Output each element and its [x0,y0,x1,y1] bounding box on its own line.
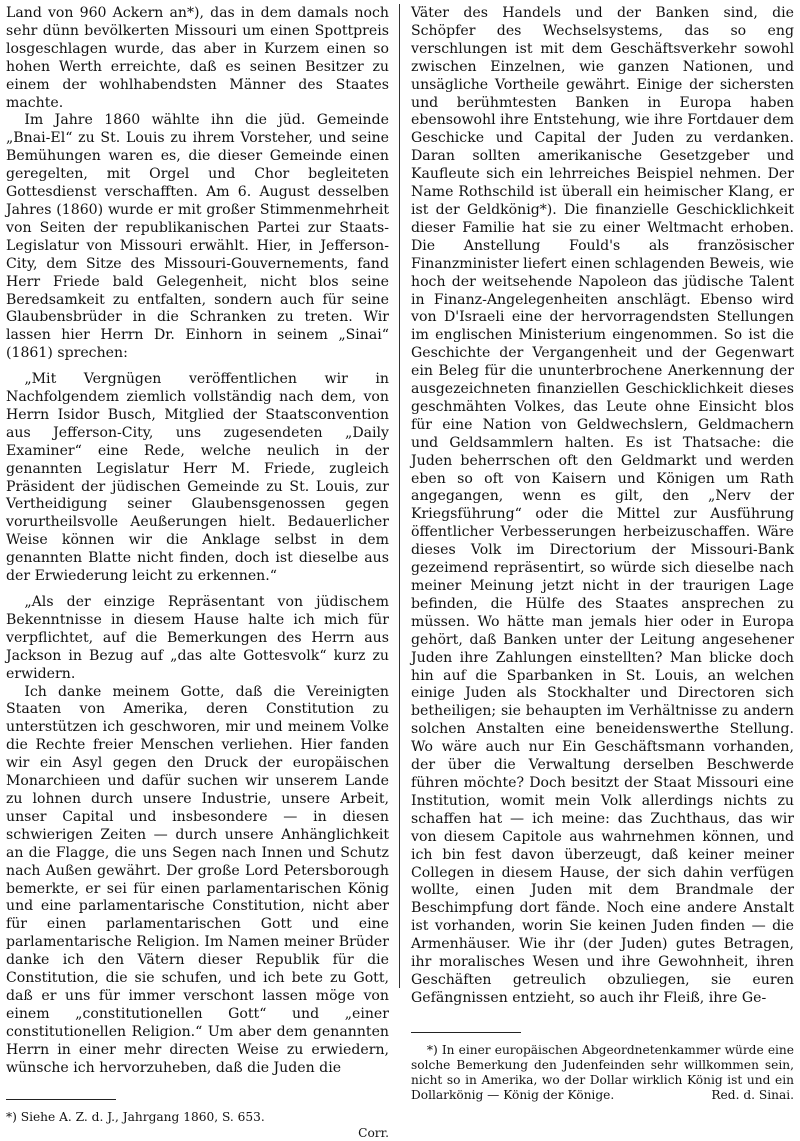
right-column [411,5,794,1103]
paragraph: Ich danke meinem Gotte, daß die Vereinigten Staaten von Amerika, deren Constitution zu unterstützen ich geschworen, mir und meinem Volke die Rechte freier Menschen verliehen. Hier fanden wir ein Asyl gegen den Druck der europäischen Monarchieen und dafür suchen wir unserem Lande zu lohnen durch unsere Industrie, unsere Arbeit, unser Capital und insbesondere — in diesen schwierigen Zeiten — durch unsere Anhänglichkeit an die Flagge, die uns Segen nach Innen und Schutz nach Außen gewährt. Der große Lord Petersborough bemerkte, er sei für einen parlamentarischen König und eine parlamentarische Constitution, nicht aber für einen parlamentarischen Gott und eine parlamentarische Religion. Im Namen meiner Brüder danke ich den Vätern dieser Republik für die Constitution, die sie schufen, und ich bete zu Gott, daß er uns für immer verschont lassen möge von einem „constitutionellen Gott“ und „einer constitutionellen Religion.“ Um aber dem genannten Herrn in einer mehr directen Weise zu erwiedern, wünsche ich hervorzuheben, daß die Juden die [6,683,389,1076]
footnote-divider [6,1099,116,1100]
footnote-text: *) Siehe A. Z. d. J., Jahrgang 1860, S. 653. [6,1110,265,1125]
quote-paragraph: „Als der einzige Repräsentant von jüdischem Bekenntnisse in diesem Hause halte ich mich für verpflichtet, auf die Bemerkungen des Herrn aus Jackson in Bezug auf „das alte Gottesvolk“ kurz zu erwidern. [6,594,389,682]
column-divider [399,4,400,988]
quote-paragraph: „Mit Vergnügen veröffentlichen wir in Nachfolgendem ziemlich vollständig nach dem, von Herrn Isidor Busch, Mitglied der Staatsconvention aus Jefferson-City, uns zugesendeten „Daily Examiner“ eine Rede, welche neulich in der genannten Legislatur Herr M. Friede, zugleich Präsident der jüdischen Gemeinde zu St. Louis, zur Vertheidigung seiner Glaubensgenossen gegen vorurtheilsvolle Aeußerungen hielt. Bedauerlicher Weise können wir die Anklage selbst in dem genannten Blatte nicht finden, doch ist dieselbe aus der Erwiederung leicht zu erkennen.“ [6,371,389,585]
footnote [411,1043,794,1104]
footnote-text: *) In einer europäischen Abgeordnetenkammer würde eine solche Bemerkung den Judenfeinden sehr willkommen sein, nicht so in Amerika, wo der Dollar wirklich König ist und ein Dollarkönig — König der Könige. [411,1042,794,1103]
paragraph: Im Jahre 1860 wählte ihn die jüd. Gemeinde „Bnai-El“ zu St. Louis zu ihrem Vorsteher, und seine Bemühungen waren es, die dieser Gemeinde einen geregelten, mit Orgel und Chor begleiteten Gottesdienst verschafften. Am 6. August desselben Jahres (1860) wurde er mit großer Stimmenmehrheit von Seiten der republikanischen Partei zur Staats-Legislatur von Missouri erwählt. Hier, in Jefferson-City, dem Sitze des Missouri-Gouvernements, fand Herr Friede bald Gelegenheit, nicht blos seine Beredsamkeit zu entfalten, sondern auch für seine Glaubensbrüder in die Schranken zu treten. Wir lassen hier Herrn Dr. Einhorn in seinem „Sinai“ (1861) sprechen: [6,112,389,362]
footnote-divider [411,1032,521,1033]
footnote-signature: Corr. [358,1125,389,1140]
footnote [6,1110,389,1140]
paragraph: Land von 960 Ackern an*), das in dem damals noch sehr dünn bevölkerten Missouri um einen Spottpreis losgeschlagen wurde, das aber in Kurzem einen so hohen Werth erreichte, daß es seinen Besitzer zu einem der wohlhabendsten Männer des Staates machte. [6,5,389,111]
paragraph: Väter des Handels und der Banken sind, die Schöpfer des Wechselsystems, das so eng verschlungen ist mit dem Geschäftsverkehr sowohl zwischen Einzelnen, wie ganzen Nationen, und unsägliche Vortheile gewährt. Einige der sichersten und berühmtesten Banken in Europa haben ebensowohl ihre Entstehung, wie ihre Fortdauer dem Geschicke und Capital der Juden zu verdanken. Daran sollten amerikanische Gesetzgeber und Kaufleute sich ein lehrreiches Beispiel nehmen. Der Name Rothschild ist überall ein heimischer Klang, er ist der Geldkönig*). Die finanzielle Geschicklichkeit dieser Familie hat sie zu einer Weltmacht erhoben. Die Anstellung Fould's als französischer Finanzminister liefert einen schlagenden Beweis, wie hoch der weitsehende Napoleon das jüdische Talent in Finanz-Angelegenheiten anschlägt. Ebenso wird von D'Israeli eine der hervorragendsten Stellungen im englischen Ministerium eingenommen. So ist die Geschichte der Vergangenheit und der Gegenwart ein Beleg für die ununterbrochene Anerkennung der ausgezeichneten finanziellen Geschicklichkeit dieses geschmähten Volkes, das Leute ohne Einsicht blos für eine Nation von Geldwechslern, Geldmachern und Geldsammlern halten. Es ist Thatsache: die Juden beherrschen oft den Geldmarkt und werden eben so oft von Kaisern und Königen um Rath angegangen, wenn es gilt, den „Nerv der Kriegsführung“ oder die Mittel zur Ausführung öffentlicher Verbesserungen herbeizuschaffen. Wäre dieses Volk im Directorium der Missouri-Bank gezeimend repräsentirt, so würde sich dieselbe nach meiner Meinung jetzt nicht in der traurigen Lage befinden, die Hülfe des Staates ansprechen zu müssen. Wo hätte man jemals hier oder in Europa gehört, daß Banken unter der Leitung angesehener Juden ihre Zahlungen einstellten? Man blicke doch hin auf die Sparbanken in St. Louis, an welchen einige Juden als Stockhalter und Directoren sich betheiligen; sie behaupten im Verhältnisse zu andern solchen Anstalten eine beneidenswerthe Stellung. Wo wäre auch nur Ein Geschäftsmann vorhanden, der über die Verwaltung derselben Beschwerde führen möchte? Doch besitzt der Staat Missouri eine Institution, womit mein Volk allerdings nichts zu schaffen hat — ich meine: das Zuchthaus, das wir von diesem Capitole aus wahrnehmen können, und ich bin fest davon überzeugt, daß keiner meiner Collegen in diesem Hause, der sich dahin verfügen wollte, einen Juden mit dem Brandmale der Beschimpfung dort fände. Noch eine andere Anstalt ist vorhanden, worin Sie keinen Juden finden — die Armenhäuser. Wie ihr (der Juden) gutes Betragen, ihr moralisches Wesen und ihre Gewohnheit, ihren Geschäften getreulich obzuliegen, sie euren Gefängnissen entzieht, so auch ihr Fleiß, ihre Ge- [411,5,794,1006]
footnote-signature: Red. d. Sinai. [711,1088,794,1103]
left-column [6,5,389,1140]
